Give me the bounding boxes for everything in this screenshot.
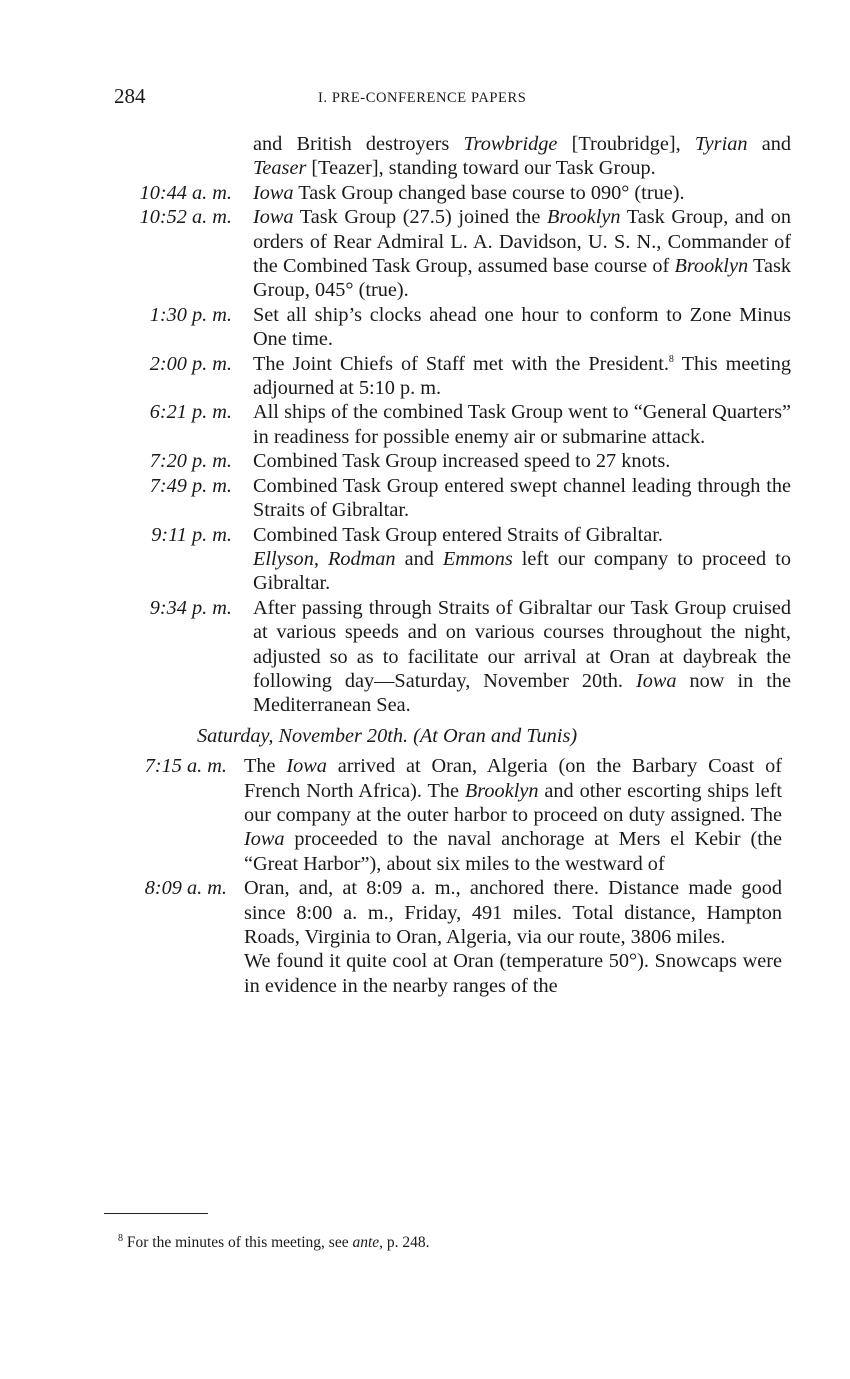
continuation-paragraph: and British destroyers Trowbridge [Troubridge], Tyrian and Teaser [Teazer], standing toward our Task Group.	[253, 133, 791, 180]
ship-name: Trowbridge	[463, 133, 558, 155]
entry-time: 6:21 p. m.	[149, 401, 232, 424]
ship-name: Brooklyn	[674, 255, 749, 278]
entry-text: Combined Task Group entered Straits of Gibraltar. Ellyson, Rodman and Emmons left our company to proceed to Gibraltar.	[253, 523, 791, 595]
footnote-number: 8	[118, 1232, 123, 1244]
log-entry	[0, 474, 850, 523]
entry-time: 7:49 p. m.	[149, 474, 232, 497]
log-entry	[0, 596, 850, 718]
ship-name: Tyrian	[694, 133, 748, 155]
closing-paragraph: We found it quite cool at Oran (temperature 50°). Snowcaps were in evidence in the nearby ranges of the	[244, 950, 782, 997]
ship-name: Iowa	[286, 755, 327, 778]
entry-text: The Iowa arrived at Oran, Algeria (on the Barbary Coast of French North Africa). The Brooklyn and other escorting ships left our company at the outer harbor to proceed on duty assigned. The Iowa proceeded to the naval anchorage at Mers el Kebir (the “Great Harbor”), about six miles to the westward of	[244, 755, 782, 875]
page-header	[0, 84, 850, 114]
entry-text: Combined Task Group increased speed to 27 knots.	[253, 450, 671, 473]
entry-time: 10:44 a. m.	[139, 181, 232, 204]
entry-text: All ships of the combined Task Group went to “General Quarters” in readiness for possible enemy air or submarine attack.	[253, 401, 791, 448]
entry-time: 10:52 a. m.	[139, 206, 232, 229]
date-heading	[197, 724, 850, 748]
entry-time: 8:09 a. m.	[144, 877, 227, 900]
ship-name: Iowa	[253, 206, 294, 229]
entry-text: Oran, and, at 8:09 a. m., anchored there. Distance made good since 8:00 a. m., Friday, 491 miles. Total distance, Hampton Roads, Virginia to Oran, Algeria, via our route, 3806 miles.	[244, 877, 782, 948]
entry-time: 7:15 a. m.	[144, 755, 227, 778]
running-title: I. PRE-CONFERENCE PAPERS	[318, 90, 527, 106]
entry-text: Iowa Task Group (27.5) joined the Brooklyn Task Group, and on orders of Rear Admiral L. A. Davidson, U. S. N., Commander of the Combined Task Group, assumed base course of Brooklyn Task Group, 045° (true).	[253, 206, 791, 302]
heading-date: Saturday, November 20th.	[197, 724, 409, 747]
ship-name: Brooklyn	[546, 206, 621, 229]
log-entry	[0, 181, 850, 205]
footnote: $^8$ For the minutes of this meeting, see ante, p. 248.	[118, 1232, 430, 1251]
entry-text: Combined Task Group entered swept channel leading through the Straits of Gibraltar.	[253, 474, 791, 522]
entry-text: Iowa Task Group changed base course to 090° (true).	[253, 181, 685, 204]
footnote-ref[interactable]: 8	[668, 353, 674, 365]
entry-text: Set all ship’s clocks ahead one hour to conform to Zone Minus One time.	[253, 303, 791, 351]
log-entry	[0, 876, 850, 949]
footnote-divider	[104, 1213, 208, 1214]
ship-name: Brooklyn	[464, 779, 539, 802]
ship-name: Ellyson	[253, 547, 314, 570]
ship-name: Emmons	[442, 547, 513, 570]
log-entry	[0, 205, 850, 303]
log-entry	[0, 352, 850, 401]
entry-time: 1:30 p. m.	[149, 303, 232, 326]
entry-text: The Joint Chiefs of Staff met with the President.$^8$ This meeting adjourned at 5:10 p. m.	[253, 352, 791, 400]
entry-text: After passing through Straits of Gibraltar our Task Group cruised at various speeds and on various courses throughout the night, adjusted so as to facilitate our arrival at Oran at daybreak the following day—Saturday, November 20th. Iowa now in the Mediterranean Sea.	[253, 596, 791, 717]
ship-name: Iowa	[253, 181, 294, 204]
heading-place: (At Oran and Tunis)	[413, 724, 578, 747]
entry-time: 2:00 p. m.	[149, 352, 232, 375]
log-entry	[0, 303, 850, 352]
page-number: 284	[114, 84, 146, 108]
log-body	[0, 132, 850, 998]
entry-time: 9:11 p. m.	[151, 523, 232, 546]
log-entry	[0, 523, 850, 596]
log-entry	[0, 754, 850, 876]
log-entry	[0, 449, 850, 473]
log-entry	[0, 400, 850, 449]
entry-time: 9:34 p. m.	[149, 596, 232, 619]
ship-name: Teaser	[253, 157, 307, 180]
ship-name: Rodman	[327, 547, 396, 570]
ship-name: Iowa	[244, 828, 285, 851]
ship-name: Iowa	[635, 669, 677, 692]
entry-time: 7:20 p. m.	[149, 450, 232, 473]
